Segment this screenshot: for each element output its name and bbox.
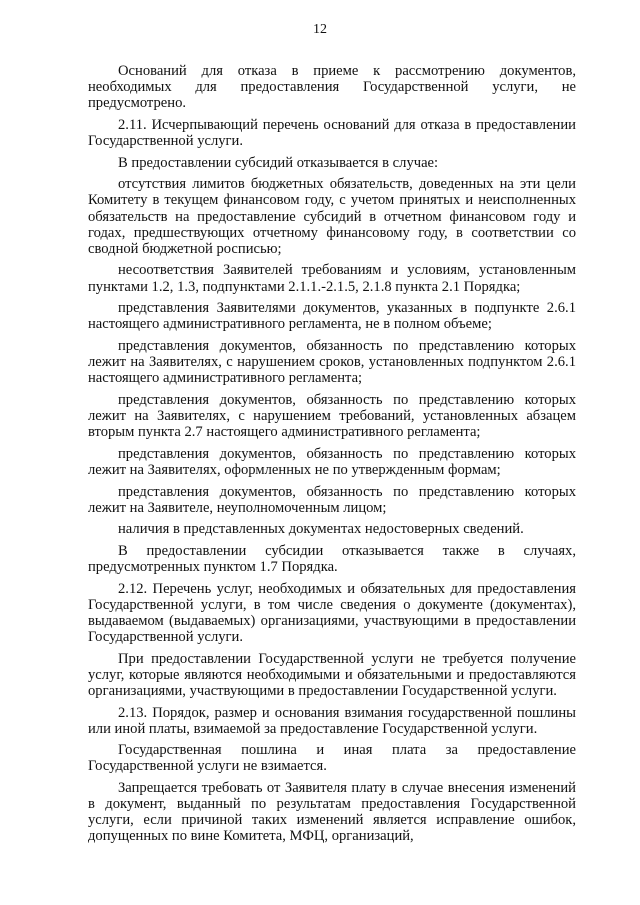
refusal-reason-item: представления документов, обязанность по представлению которых лежит на Заявителе, неуполномоченным лицом;	[88, 483, 576, 516]
paragraph: Государственная пошлина и иная плата за предоставление Государственной услуги не взимается.	[88, 742, 576, 775]
body-text	[88, 63, 576, 845]
refusal-reason-item: представления Заявителями документов, указанных в подпункте 2.6.1 настоящего административного регламента, не в полном объеме;	[88, 300, 576, 333]
refusal-reason-item: несоответствия Заявителей требованиям и условиям, установленным пунктами 1.2, 1.3, подпунктами 2.1.1.-2.1.5, 2.1.8 пункта 2.1 Порядка;	[88, 262, 576, 295]
paragraph: При предоставлении Государственной услуги не требуется получение услуг, которые являются необходимыми и обязательными и предоставляются организациями, участвующими в предоставлении Государственной услуги.	[88, 650, 576, 699]
refusal-reason-item: представления документов, обязанность по представлению которых лежит на Заявителях, оформленных не по утвержденным формам;	[88, 445, 576, 478]
section-heading-2-11: 2.11. Исчерпывающий перечень оснований для отказа в предоставлении Государственной услуги.	[88, 116, 576, 149]
paragraph: Запрещается требовать от Заявителя плату в случае внесения изменений в документ, выданный по результатам предоставления Государственной услуги, если причиной таких изменений является исправление ошибок, допущенных по вине Комитета, МФЦ, организаций,	[88, 780, 576, 845]
refusal-reason-item: представления документов, обязанность по представлению которых лежит на Заявителях, с нарушением требований, установленных абзацем вторым пункта 2.7 настоящего административного регламента;	[88, 391, 576, 441]
section-heading-2-12: 2.12. Перечень услуг, необходимых и обязательных для предоставления Государственной услуги, в том числе сведения о документе (документах), выдаваемом (выдаваемых) организациями, участвующими в предоставлении Государственной услуги.	[88, 580, 576, 646]
paragraph: В предоставлении субсидий отказывается в случае:	[118, 154, 439, 171]
page-number: 12	[313, 22, 327, 37]
refusal-reason-item: отсутствия лимитов бюджетных обязательств, доведенных на эти цели Комитету в текущем финансовом году, с учетом принятых и неисполненных обязательств на предоставление субсидий в отчетном финансовом году и годах, предшествующих отчетному финансовому году, в соответствии со сводной бюджетной росписью;	[88, 176, 576, 257]
section-heading-2-13: 2.13. Порядок, размер и основания взимания государственной пошлины или иной платы, взимаемой за предоставление Государственной услуги.	[88, 704, 576, 737]
refusal-reason-item: наличия в представленных документах недостоверных сведений.	[118, 521, 524, 538]
refusal-reason-item: представления документов, обязанность по представлению которых лежит на Заявителях, с нарушением сроков, установленных подпунктом 2.6.1 настоящего административного регламента;	[88, 337, 576, 387]
paragraph: Оснований для отказа в приеме к рассмотрению документов, необходимых для предоставления Государственной услуги, не предусмотрено.	[88, 63, 576, 112]
paragraph: В предоставлении субсидии отказывается также в случаях, предусмотренных пунктом 1.7 Порядка.	[88, 542, 576, 576]
